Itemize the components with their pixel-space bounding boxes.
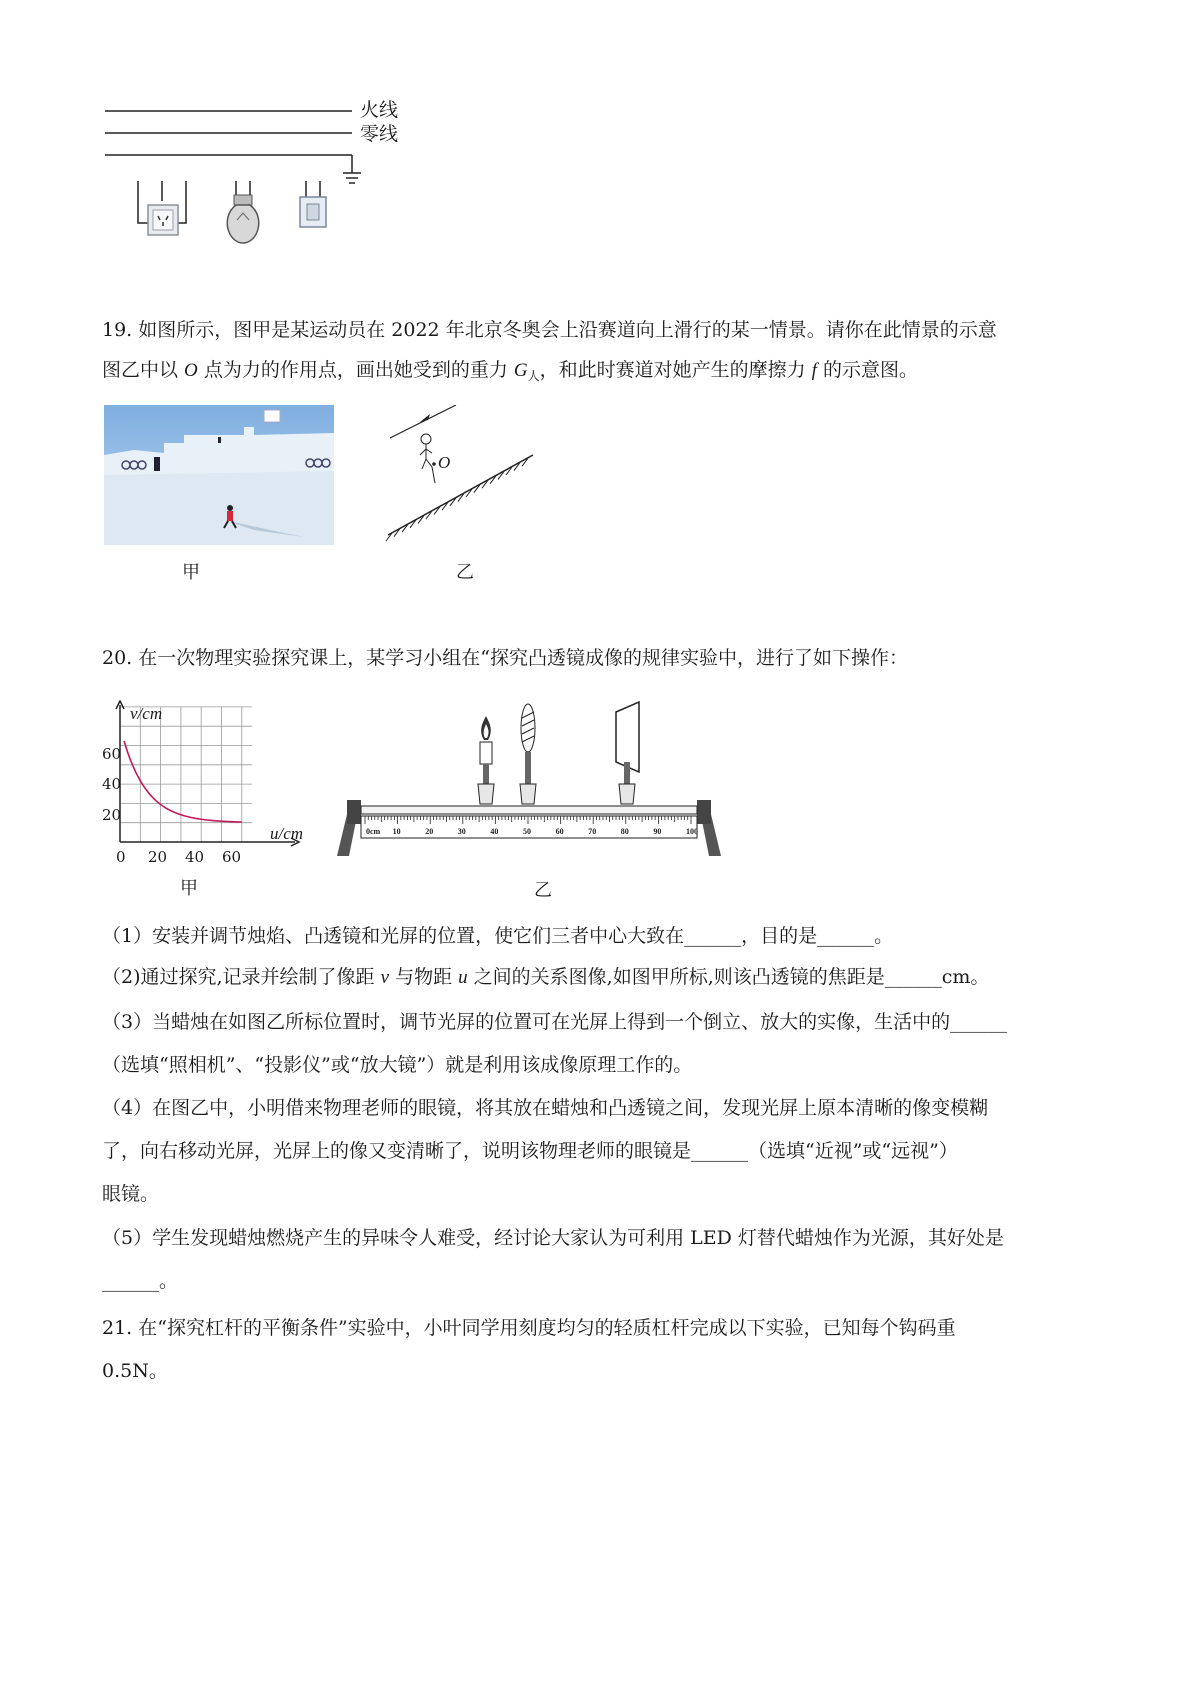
skier-photo bbox=[104, 405, 334, 545]
v-u-graph bbox=[95, 700, 325, 875]
q20-p5-line1: （5）学生发现蜡烛燃烧产生的异味令人难受，经讨论大家认为可利用 LED 灯替代蜡烛作为光源，其好处是 bbox=[102, 1227, 1004, 1249]
graph-xtick-60: 60 bbox=[222, 848, 242, 866]
q20-p5-line2: ______。 bbox=[102, 1270, 179, 1292]
q20-p3-line2: （选填“照相机”、“投影仪”或“放大镜”）就是利用该成像原理工作的。 bbox=[102, 1054, 693, 1076]
switch-icon bbox=[300, 181, 326, 227]
fig-b-caption: 乙 bbox=[456, 562, 474, 583]
convex-lens-icon bbox=[520, 704, 536, 804]
q20-p4-line2: 了，向右移动光屏，光屏上的像又变清晰了，说明该物理老师的眼镜是______（选填“近视”或“远视”） bbox=[102, 1140, 958, 1162]
ruler-label: 100 bbox=[686, 827, 698, 836]
v-u-curve bbox=[124, 741, 242, 822]
neutral-wire-label: 零线 bbox=[360, 123, 399, 145]
q21-line2: 0.5N。 bbox=[102, 1360, 168, 1382]
q20-p3-line1: （3）当蜡烛在如图乙所标位置时，调节光屏的位置可在光屏上得到一个倒立、放大的实像，生活中的______ bbox=[102, 1011, 1008, 1033]
ruler-label: 80 bbox=[620, 827, 629, 836]
q20-intro: 20. 在一次物理实验探究课上，某学习小组在“探究凸透镜成像的规律实验中，进行了如下操作： bbox=[102, 647, 908, 669]
ruler-label: 70 bbox=[588, 827, 597, 836]
q20-p1: （1）安装并调节烛焰、凸透镜和光屏的位置，使它们三者中心大致在______，目的是______。 bbox=[102, 925, 894, 947]
slope-schematic bbox=[378, 405, 538, 545]
graph-caption: 甲 bbox=[180, 878, 198, 899]
graph-xtick-20: 20 bbox=[148, 848, 168, 866]
friction-symbol: f bbox=[811, 360, 817, 381]
candle-icon bbox=[478, 716, 494, 804]
q21-line1: 21. 在“探究杠杆的平衡条件”实验中，小叶同学用刻度均匀的轻质杠杆完成以下实验，已知每个钩码重 bbox=[102, 1317, 956, 1339]
q19-line2: 图乙中以 O 点为力的作用点，画出她受到的重力 $G_人$，和此时赛道对她产生的摩擦力 f 的示意图。 bbox=[102, 359, 918, 383]
optical-bench bbox=[335, 700, 735, 865]
light-screen-icon bbox=[616, 702, 639, 804]
graph-xtick-40: 40 bbox=[185, 848, 205, 866]
ground-symbol bbox=[343, 173, 361, 183]
ruler-label: 20 bbox=[425, 827, 434, 836]
q20-p4-line3: 眼镜。 bbox=[102, 1183, 160, 1205]
ruler-label: 40 bbox=[490, 827, 499, 836]
gravity-symbol: G bbox=[513, 360, 528, 381]
ruler-label: 50 bbox=[523, 827, 531, 836]
ruler-label: 10 bbox=[392, 827, 401, 836]
graph-ytick-20: 20 bbox=[102, 806, 122, 824]
bench-caption: 乙 bbox=[534, 880, 552, 901]
q20-p4-line1: （4）在图乙中，小明借来物理老师的眼镜，将其放在蜡烛和凸透镜之间，发现光屏上原本清晰的像变模糊 bbox=[102, 1097, 989, 1119]
ruler-label: 0cm bbox=[366, 827, 381, 836]
graph-xtick-0: 0 bbox=[116, 848, 126, 866]
q19-line1: 19. 如图所示，图甲是某运动员在 2022 年北京冬奥会上沿赛道向上滑行的某一情景。请你在此情景的示意 bbox=[102, 319, 997, 341]
ruler-label: 60 bbox=[555, 827, 564, 836]
graph-ytick-40: 40 bbox=[102, 775, 122, 793]
point-o: O bbox=[184, 360, 198, 381]
live-wire-label: 火线 bbox=[360, 99, 399, 121]
socket-icon bbox=[138, 181, 186, 235]
graph-ytick-60: 60 bbox=[102, 745, 122, 763]
q20-p2: （2)通过探究,记录并绘制了像距 v 与物距 u 之间的关系图像,如图甲所标,则该凸透镜的焦距是______cm。 bbox=[102, 966, 990, 988]
graph-ylabel: v/cm bbox=[130, 704, 163, 723]
fig-a-caption: 甲 bbox=[182, 562, 200, 583]
graph-xlabel: u/cm bbox=[270, 824, 304, 843]
ruler-label: 30 bbox=[457, 827, 466, 836]
slope-point-o: O bbox=[438, 453, 451, 472]
ruler-label: 90 bbox=[653, 827, 662, 836]
light-bulb-icon bbox=[227, 181, 259, 243]
